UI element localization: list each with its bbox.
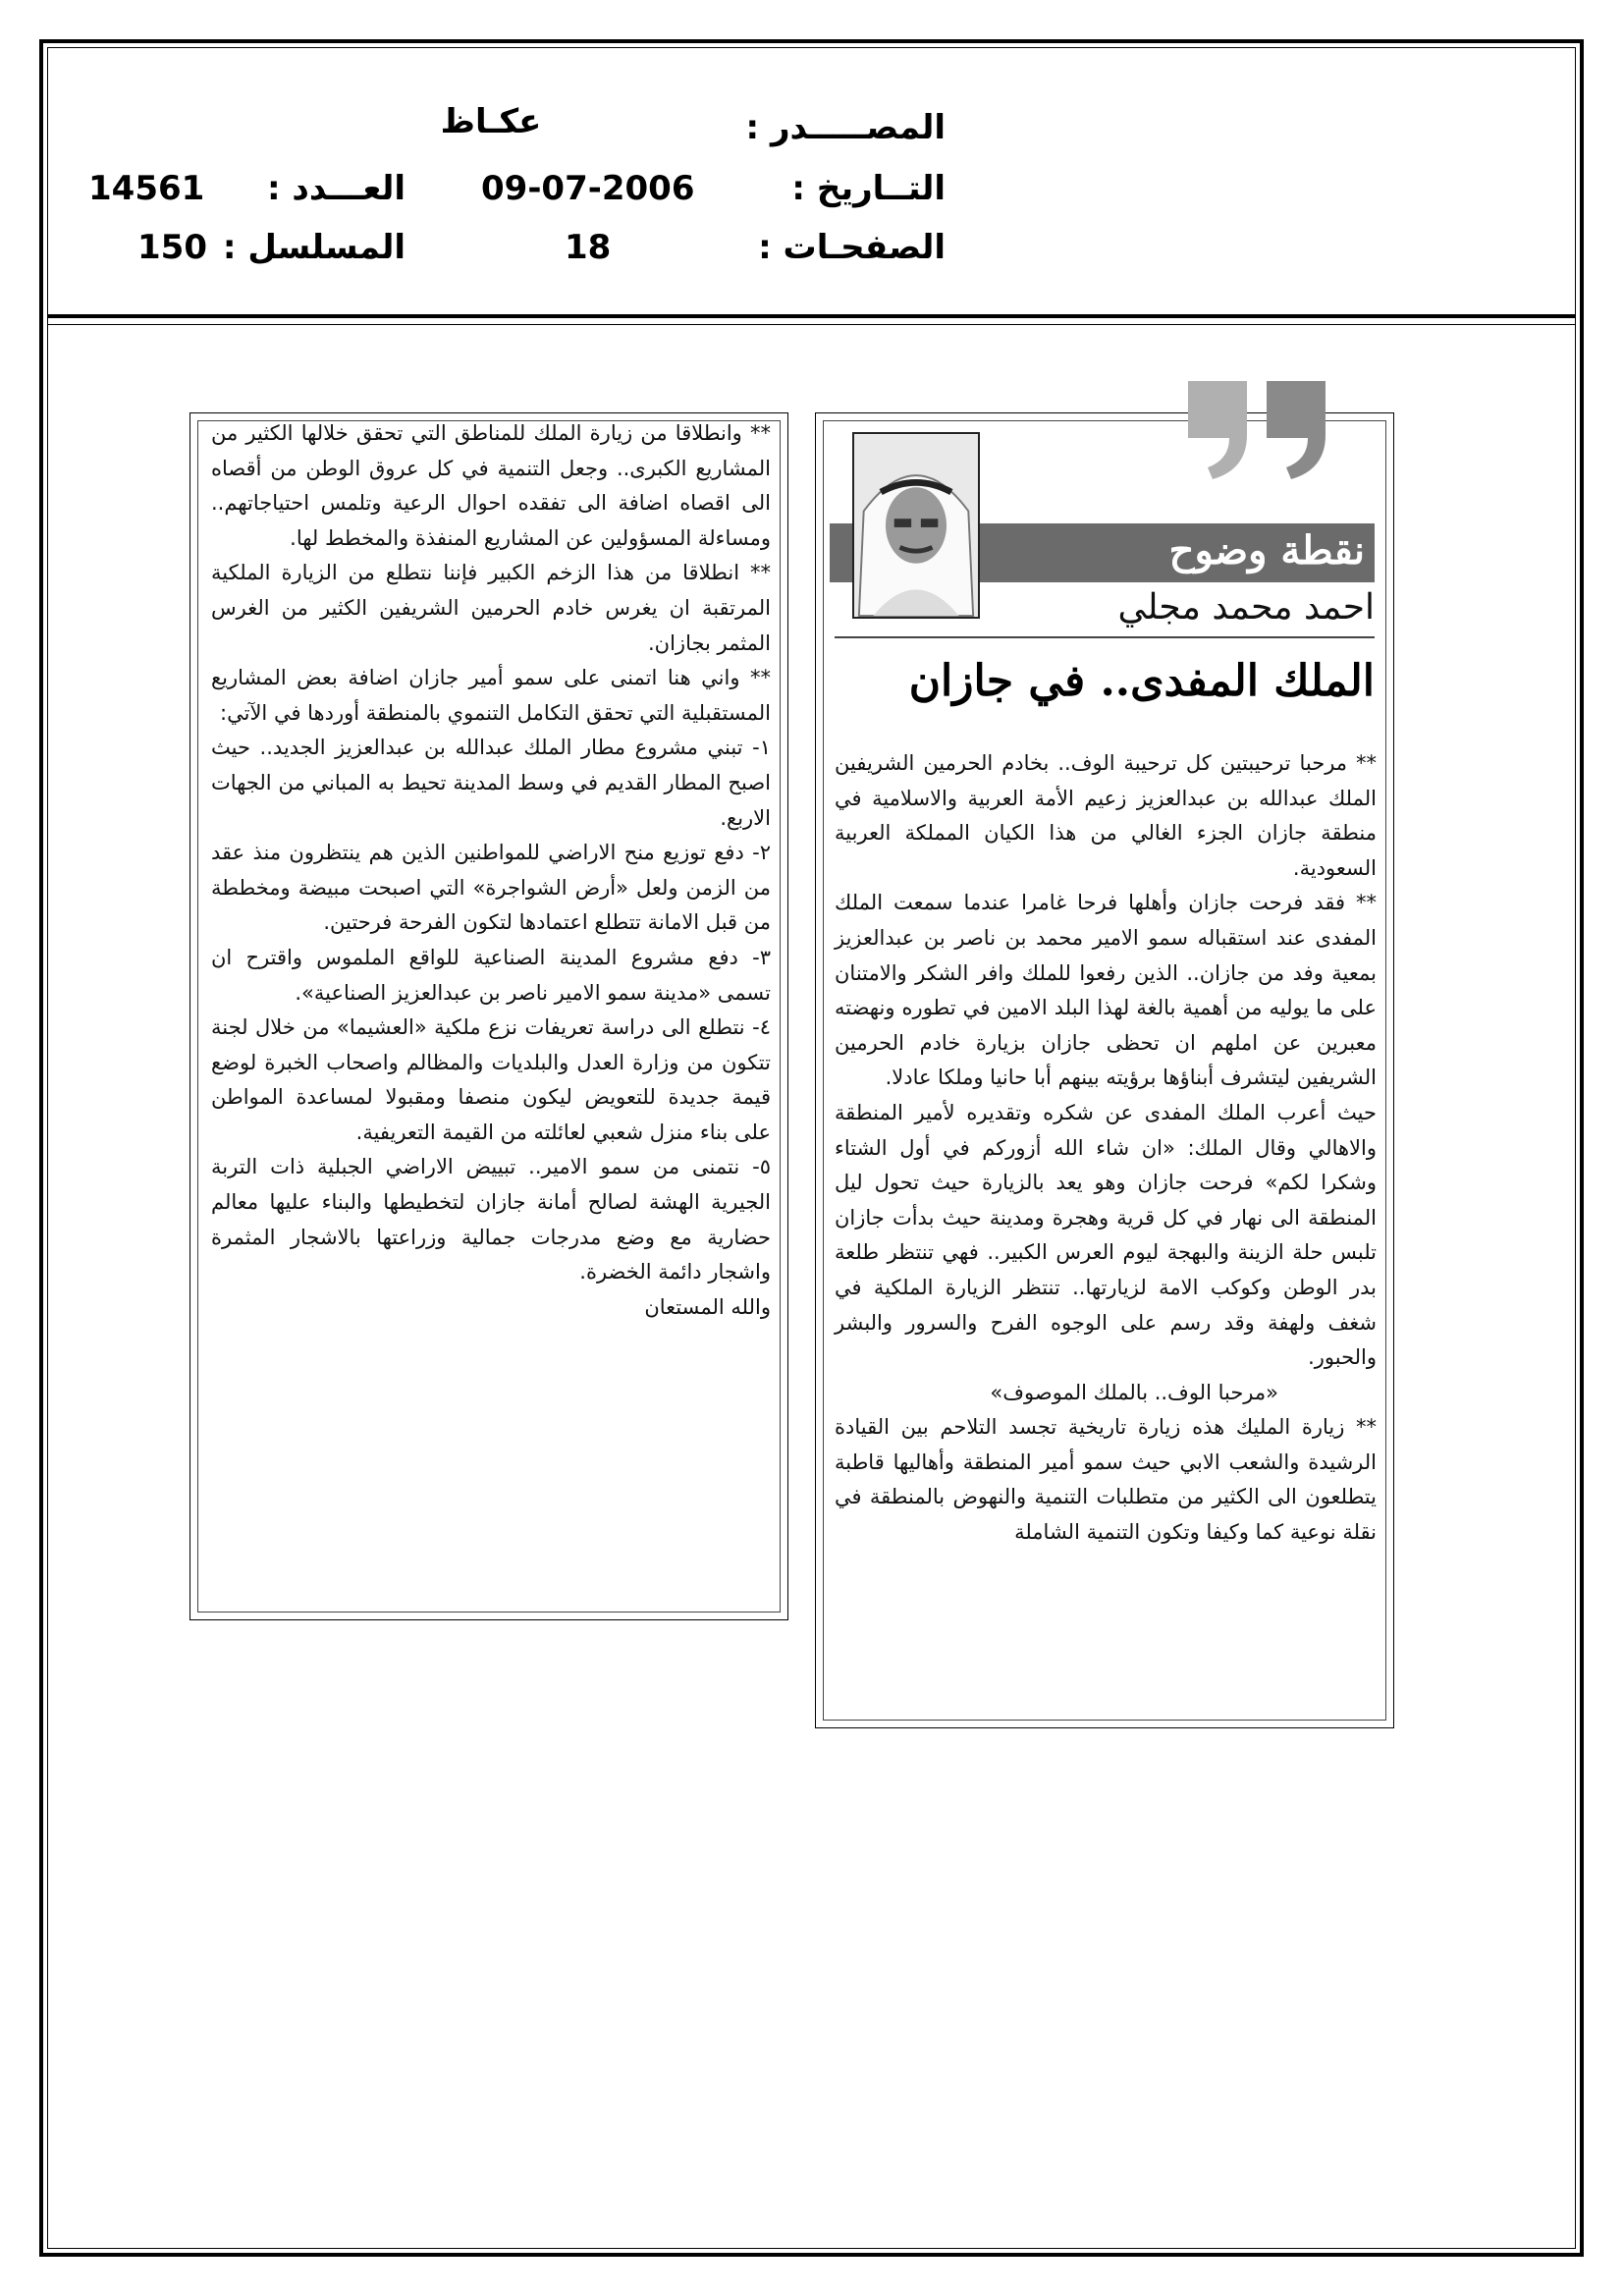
issue-value: 14561 xyxy=(88,169,205,208)
list-item: ٥- نتمنى من سمو الامير.. تبييض الاراضي الجبلية ذات التربة الجيرية الهشة لصالح أمانة جازان لتخطيطها والبناء عليها معالم حضارية مع وضع مدرجات جمالية وزراعتها بالاشجار المثمرة واشجار دائمة الخضرة. xyxy=(211,1155,771,1285)
list-item: ٢- دفع توزيع منح الاراضي للمواطنين الذين هم ينتظرون منذ عقد من الزمن ولعل «أرض الشواجرة» التي اصبحت مبيضة ومخططة من قبل الامانة تتطلع اعتمادها لتكون الفرحة فرحتين. xyxy=(211,841,771,935)
serial-value: 150 xyxy=(137,228,207,267)
paragraph-quote: «مرحبا الوف.. بالملك الموصوف» xyxy=(990,1380,1278,1404)
right-column-text xyxy=(835,746,1377,1551)
quote-mark-icon xyxy=(1159,371,1335,479)
paragraph: ** واني هنا اتمنى على سمو أمير جازان اضافة بعض المشاريع المستقبلية التي تحقق التكامل التنموي بالمنطقة أوردها في الآتي: xyxy=(211,666,771,725)
paragraph: حيث أعرب الملك المفدى عن شكره وتقديره لأمير المنطقة والاهالي وقال الملك: «ان شاء الله أزوركم في أول الشتاء وشكرا لكم» فرحت جازان وهو يعد بالزيارة حيث تحول ليل المنطقة الى نهار في كل قرية وهجرة ومدينة حيث بدأت جازان تلبس حلة الزينة والبهجة ليوم العرس الكبير.. فهي تنتظر طلعة بدر الوطن وكوكب الامة لزيارتها.. تنتظر الزيارة الملكية في شغف ولهفة وقد رسم على الوجوه الفرح والسرور والبشر والحبور. xyxy=(835,1100,1377,1370)
paragraph: ** وانطلاقا من زيارة الملك للمناطق التي تحقق خلالها الكثير من المشاريع الكبرى.. وجعل التنمية في كل عروق الوطن من أقصاه الى اقصاه اضافة الى تفقده احوال الرعية وتلمس احتياجاتهم.. ومساءلة المسؤولين عن المشاريع المنفذة والمخطط لها. xyxy=(211,421,771,550)
paragraph: ** فقد فرحت جازان وأهلها فرحا غامرا عندما سمعت الملك المفدى عند استقباله سمو الامير محمد بن ناصر بن عبدالعزيز بمعية وفد من جازان.. الذين رفعوا للملك وافر الشكر والامتنان على ما يوليه من أهمية بالغة لهذا البلد الامين في تطوره ونهضته معبرين عن املهم ان تحظى جازان بزيارة خادم الحرمين الشريفين ليتشرف أبناؤها برؤيته بينهم أبا حانيا وملكا عادلا. xyxy=(835,891,1377,1090)
article-headline: الملك المفدى.. في جازان xyxy=(908,656,1375,706)
header-divider-thin xyxy=(47,324,1576,325)
closing-line: والله المستعان xyxy=(644,1294,771,1319)
issue-label: العـــدد : xyxy=(267,169,406,208)
column-title: نقطة وضوح xyxy=(1168,527,1365,574)
paragraph: ** انطلاقا من هذا الزخم الكبير فإننا نتطلع من الزيارة الملكية المرتقبة ان يغرس خادم الحرمين الشريفين الكثير من الغرس المثمر بجازان. xyxy=(211,561,771,655)
paragraph: ** مرحبا ترحيبتين كل ترحيبة الوف.. بخادم الحرمين الشريفين الملك عبدالله بن عبدالعزيز زعيم الأمة العربية والاسلامية في منطقة جازان الجزء الغالي من هذا الكيان المملكة العربية السعودية. xyxy=(835,751,1377,880)
paragraph: ** زيارة المليك هذه زيارة تاريخية تجسد التلاحم بين القيادة الرشيدة والشعب الابي حيث سمو أمير المنطقة وأهاليها قاطبة يتطلعون الى الكثير من متطلبات التنمية والنهوض بالمنطقة في نقلة نوعية كما وكيفا وتكون التنمية الشاملة xyxy=(835,1415,1377,1545)
date-label: التــاريخ : xyxy=(791,169,946,208)
left-column-text xyxy=(211,416,771,1325)
source-label: المصـــــدر : xyxy=(745,108,946,147)
source-value: عكـاظ xyxy=(440,102,542,141)
pages-value: 18 xyxy=(565,228,612,267)
list-item: ٣- دفع مشروع المدينة الصناعية للواقع الملموس واقترح ان تسمى «مدينة سمو الامير ناصر بن عبدالعزيز الصناعية». xyxy=(211,945,771,1005)
header-divider xyxy=(47,314,1576,318)
list-item: ١- تبني مشروع مطار الملك عبدالله بن عبدالعزيز الجديد.. حيث اصبح المطار القديم في وسط المدينة تحيط به المباني من الجهات الاربع. xyxy=(211,736,771,830)
date-value: 09-07-2006 xyxy=(481,169,695,208)
serial-label: المسلسل : xyxy=(222,228,406,267)
author-divider xyxy=(835,636,1375,638)
pages-label: الصفحـات : xyxy=(758,228,946,267)
list-item: ٤- نتطلع الى دراسة تعريفات نزع ملكية «العشيما» من خلال لجنة تتكون من وزارة العدل والبلديات والمظالم واصحاب الخبرة لوضع قيمة جديدة للتعويض ليكون منصفا ومقبولا لمساعدة المواطن على بناء منزل شعبي لعائلته من القيمة التعريفية. xyxy=(211,1015,771,1144)
author-photo xyxy=(852,432,980,619)
author-portrait-icon xyxy=(854,434,978,617)
author-name: احمد محمد مجلي xyxy=(1117,587,1375,628)
